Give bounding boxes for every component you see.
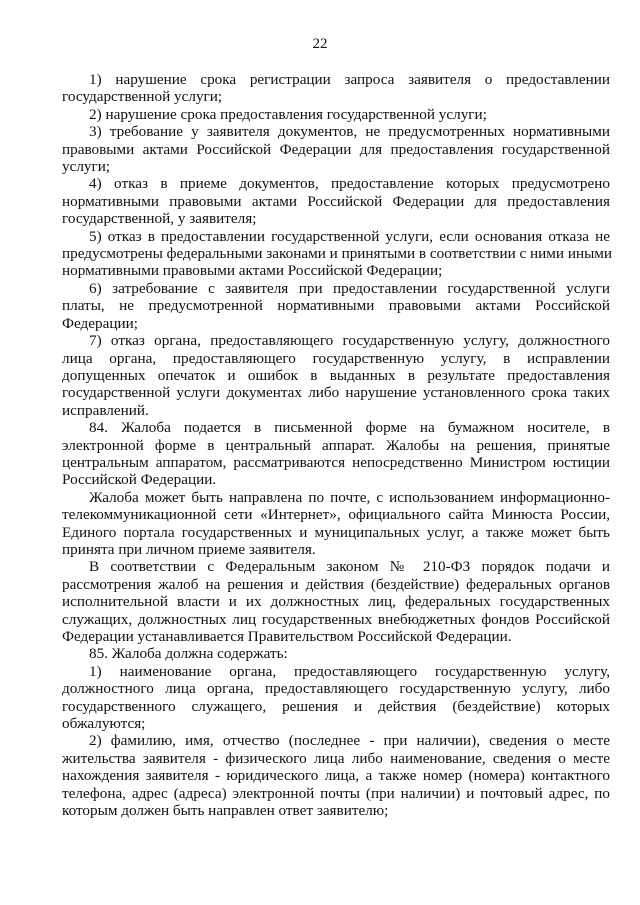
text-line: телефона, адрес (адреса) электронной почты (при наличии) и почтовый адрес, по	[62, 784, 610, 802]
text-line: предусмотрены федеральными законами и принятыми в соответствии с ними иными	[62, 245, 613, 263]
text-line: 7) отказ органа, предоставляющего государственную услугу, должностного	[89, 332, 610, 350]
text-line: 84. Жалоба подается в письменной форме на бумажном носителе, в	[89, 419, 610, 437]
text-line: Единого портала государственных и муниципальных услуг, а также может быть	[62, 523, 610, 541]
text-line: центральным аппаратом, рассматриваются непосредственно Министром юстиции	[62, 453, 610, 471]
text-line: рассмотрения жалоб на решения и действия (бездействие) федеральных органов	[62, 575, 610, 593]
paragraph	[62, 106, 610, 123]
text-line: исполнительной власти и их должностных лиц, федеральных государственных	[62, 593, 610, 611]
text-line: 2) фамилию, имя, отчество (последнее - при наличии), сведения о месте	[89, 732, 610, 750]
text-line: 4) отказ в приеме документов, предоставление которых предусмотрено	[89, 175, 610, 193]
text-line: 6) затребование с заявителя при предоставлении государственной услуги	[89, 279, 610, 297]
text-line: 85. Жалоба должна содержать:	[89, 645, 288, 663]
text-line: 5) отказ в предоставлении государственной услуги, если основания отказа не	[89, 227, 610, 245]
text-line: нахождения заявителя - юридического лица, а также номер (номера) контактного	[62, 767, 610, 785]
paragraph	[62, 663, 610, 733]
text-line: платы, не предусмотренной нормативными правовыми актами Российской	[62, 297, 610, 315]
text-line: обжалуются;	[62, 715, 146, 733]
text-line: правовыми актами Российской Федерации для предоставления государственной	[62, 140, 610, 158]
text-line: 2) нарушение срока предоставления государственной услуги;	[89, 105, 487, 123]
text-line: телекоммуникационной сети «Интернет», официального сайта Минюста России,	[62, 506, 610, 524]
paragraph	[62, 732, 610, 819]
paragraph	[62, 123, 610, 175]
text-line: жительства заявителя - физического лица либо наименование, сведения о месте	[62, 749, 610, 767]
text-line: Жалоба может быть направлена по почте, с использованием информационно-	[89, 488, 610, 506]
paragraph	[62, 419, 610, 489]
text-line: 3) требование у заявителя документов, не предусмотренных нормативными	[89, 123, 610, 141]
text-line: лица органа, предоставляющего государственную услугу, в исправлении	[62, 349, 610, 367]
text-line: 1) нарушение срока регистрации запроса заявителя о предоставлении	[89, 71, 610, 88]
text-line: Федерации;	[62, 314, 138, 332]
text-line: должностного лица органа, предоставляющего государственную услугу, либо	[62, 680, 610, 698]
text-line: В соответствии с Федеральным законом № 210-ФЗ порядок подачи и	[89, 558, 610, 576]
text-line: нормативными правовыми актами Российской Федерации;	[62, 262, 443, 280]
text-line: государственной услуги документах либо нарушение установленного срока таких	[62, 384, 610, 402]
text-line: нормативными правовыми актами Российской Федерации для предоставления	[62, 192, 610, 210]
paragraph	[62, 332, 610, 419]
paragraph	[62, 645, 610, 662]
text-line: государственного служащего, решения и действия (бездействие) которых	[62, 697, 610, 715]
text-line: допущенных опечаток и ошибок в выданных в результате предоставления	[62, 366, 610, 384]
paragraph	[62, 489, 610, 559]
text-line: электронной форме в центральный аппарат. Жалобы на решения, принятые	[62, 436, 610, 454]
paragraph	[62, 71, 610, 106]
text-line: Федерации устанавливается Правительством Российской Федерации.	[62, 628, 512, 645]
document-body	[62, 71, 613, 820]
paragraph	[62, 175, 610, 227]
paragraph	[62, 227, 613, 280]
page-number: 22	[312, 36, 328, 52]
text-line: услуги;	[62, 158, 111, 176]
text-line: служащих, должностных лиц государственных внебюджетных фондов Российской	[62, 610, 610, 628]
text-line: которым должен быть направлен ответ заявителю;	[62, 802, 389, 820]
paragraph	[62, 558, 610, 645]
text-line: Российской Федерации.	[62, 471, 217, 489]
text-line: принята при личном приеме заявителя.	[62, 540, 316, 558]
text-line: исправлений.	[62, 401, 149, 419]
text-line: государственной, у заявителя;	[62, 210, 257, 228]
text-line: 1) наименование органа, предоставляющего государственную услугу,	[89, 662, 610, 680]
text-line: государственной услуги;	[62, 88, 223, 106]
paragraph	[62, 280, 610, 332]
